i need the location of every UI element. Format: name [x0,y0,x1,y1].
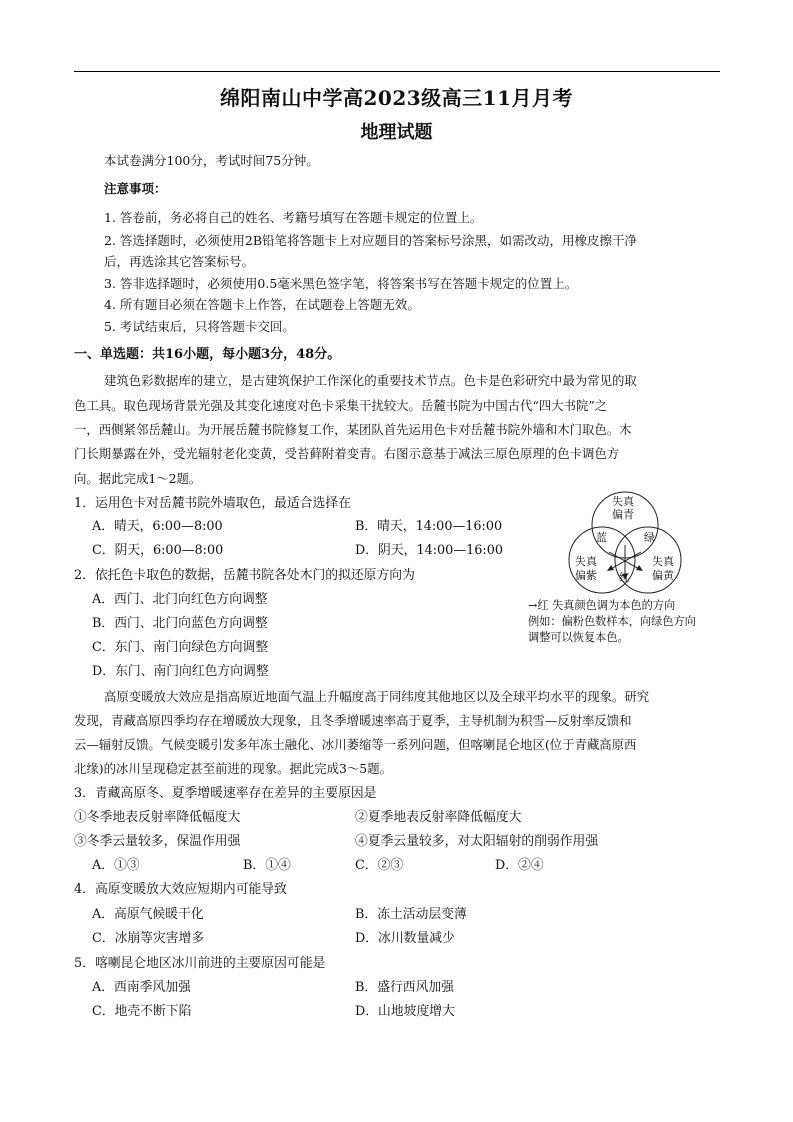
label-left-1: 失真 [575,555,597,568]
passage1-line: 向。据此完成1～2题。 [74,471,202,486]
section-heading: 一、单选题：共16小题，每小题3分，48分。 [74,347,341,362]
q5-option-b: B．盛行西风加强 [355,980,454,995]
passage2-line: 北缘)的冰川呈现稳定甚至前进的现象。据此完成3～5题。 [74,761,392,776]
label-right-2: 偏黄 [652,569,674,582]
caption-line: 例如：偏粉色数样本，向绿色方向 [528,615,696,628]
passage2-line: 高原变暖放大效应是指高原近地面气温上升幅度高于同纬度其他地区以及全球平均水平的现象。研究 [104,689,650,704]
q3-statement-1: ①冬季地表反射率降低幅度大 [74,810,241,825]
q2-stem: 2．依托色卡取色的数据，岳麓书院各处木门的拟还原方向为 [74,568,415,583]
q2-option-d: D．东门、南门向红色方向调整 [92,664,269,679]
notice-item: 后，再选涂其它答案标号。 [104,254,255,269]
notice-heading: 注意事项： [104,181,167,196]
q2-option-a: A．西门、北门向红色方向调整 [92,592,268,607]
label-blue: 蓝 [596,531,607,544]
q4-option-a: A．高原气候暖干化 [92,907,204,922]
passage1-line: 色工具。取色现场背景光强及其变化速度对色卡采集干扰较大。岳麓书院为中国古代“四大书院”之 [74,398,608,413]
q3-option-d: D．②④ [495,858,544,873]
notice-item: 4. 所有题目必须在答题卡上作答，在试题卷上答题无效。 [104,297,420,312]
q1-stem: 1．运用色卡对岳麓书院外墙取色，最适合选择在 [74,496,351,511]
q3-stem: 3．青藏高原冬、夏季增暖速率存在差异的主要原因是 [74,786,377,801]
label-green: 绿 [644,531,655,544]
q1-option-c: C．阴天，6:00—8:00 [92,543,224,558]
q5-stem: 5．喀喇昆仑地区冰川前进的主要原因可能是 [74,956,326,971]
passage1-line: 建筑色彩数据库的建立，是古建筑保护工作深化的重要技术节点。色卡是色彩研究中最为常见的取 [104,373,637,388]
q1-option-a: A．晴天，6:00—8:00 [92,519,223,534]
q5-option-c: C．地壳不断下陷 [92,1004,192,1019]
label-right-1: 失真 [652,555,674,568]
q3-option-b: B．①④ [243,858,291,873]
q4-option-b: B．冻土活动层变薄 [355,907,467,922]
q3-statement-3: ③冬季云量较多，保温作用强 [74,834,241,849]
notice-item: 3. 答非选择题时，必须使用0.5毫米黑色签字笔，将答案书写在答题卡规定的位置上。 [104,276,578,291]
notice-item: 2. 答选择题时，必须使用2B铅笔将答题卡上对应题目的答案标号涂黑，如需改动，用橡皮擦干净 [104,233,638,248]
caption-line: →红 失真颜色调为本色的方向 [528,599,676,612]
passage1-line: 一，西侧紧邻岳麓山。为开展岳麓书院修复工作，某团队首先运用色卡对岳麓书院外墙和木门取色。木 [74,422,632,437]
q5-option-d: D．山地坡度增大 [355,1004,455,1019]
notice-item: 5. 考试结束后，只将答题卡交回。 [104,319,295,334]
q3-option-c: C．②③ [355,858,404,873]
q4-stem: 4．高原变暖放大效应短期内可能导致 [74,882,287,897]
q4-option-c: C．冰崩等灾害增多 [92,931,205,946]
label-top-2: 偏青 [612,508,634,521]
passage1-line: 门长期暴露在外，受光辐射老化变黄，受苔藓附着变青。右图示意基于减法三原色原理的色卡调色方 [74,446,620,461]
q1-option-b: B．晴天，14:00—16:00 [355,519,503,534]
scoring-note: 本试卷满分100分，考试时间75分钟。 [104,153,319,168]
figure-caption [528,598,728,646]
q2-option-c: C．东门、南门向绿色方向调整 [92,640,269,655]
q4-option-d: D．冰川数量减少 [355,931,455,946]
label-left-2: 偏紫 [575,569,597,582]
subject-title: 地理试题 [360,122,433,143]
notice-item: 1. 答卷前，务必将自己的姓名、考籍号填写在答题卡规定的位置上。 [104,210,483,225]
q2-option-b: B．西门、北门向蓝色方向调整 [92,616,268,631]
passage2-line: 发现，青藏高原四季均存在增暖放大现象，且冬季增暖速率高于夏季，主导机制为积雪—反射率反馈和 [74,713,632,728]
exam-title: 绵阳南山中学高2023级高三11月月考 [220,86,573,110]
label-red: 红 [619,571,630,584]
q1-option-d: D．阴天，14:00—16:00 [355,543,504,558]
passage2-line: 云—辐射反馈。气候变暖引发多年冻土融化、冰川萎缩等一系列问题，但喀喇昆仑地区(位于青藏高原西 [74,737,637,752]
caption-line: 调整可以恢复本色。 [528,631,629,644]
q3-statement-2: ②夏季地表反射率降低幅度大 [355,810,522,825]
label-top-1: 失真 [612,495,634,508]
q5-option-a: A．西南季风加强 [92,980,191,995]
header-rule [74,71,720,72]
q3-option-a: A．①③ [92,858,140,873]
q3-statement-4: ④夏季云量较多，对太阳辐射的削弱作用强 [355,834,599,849]
